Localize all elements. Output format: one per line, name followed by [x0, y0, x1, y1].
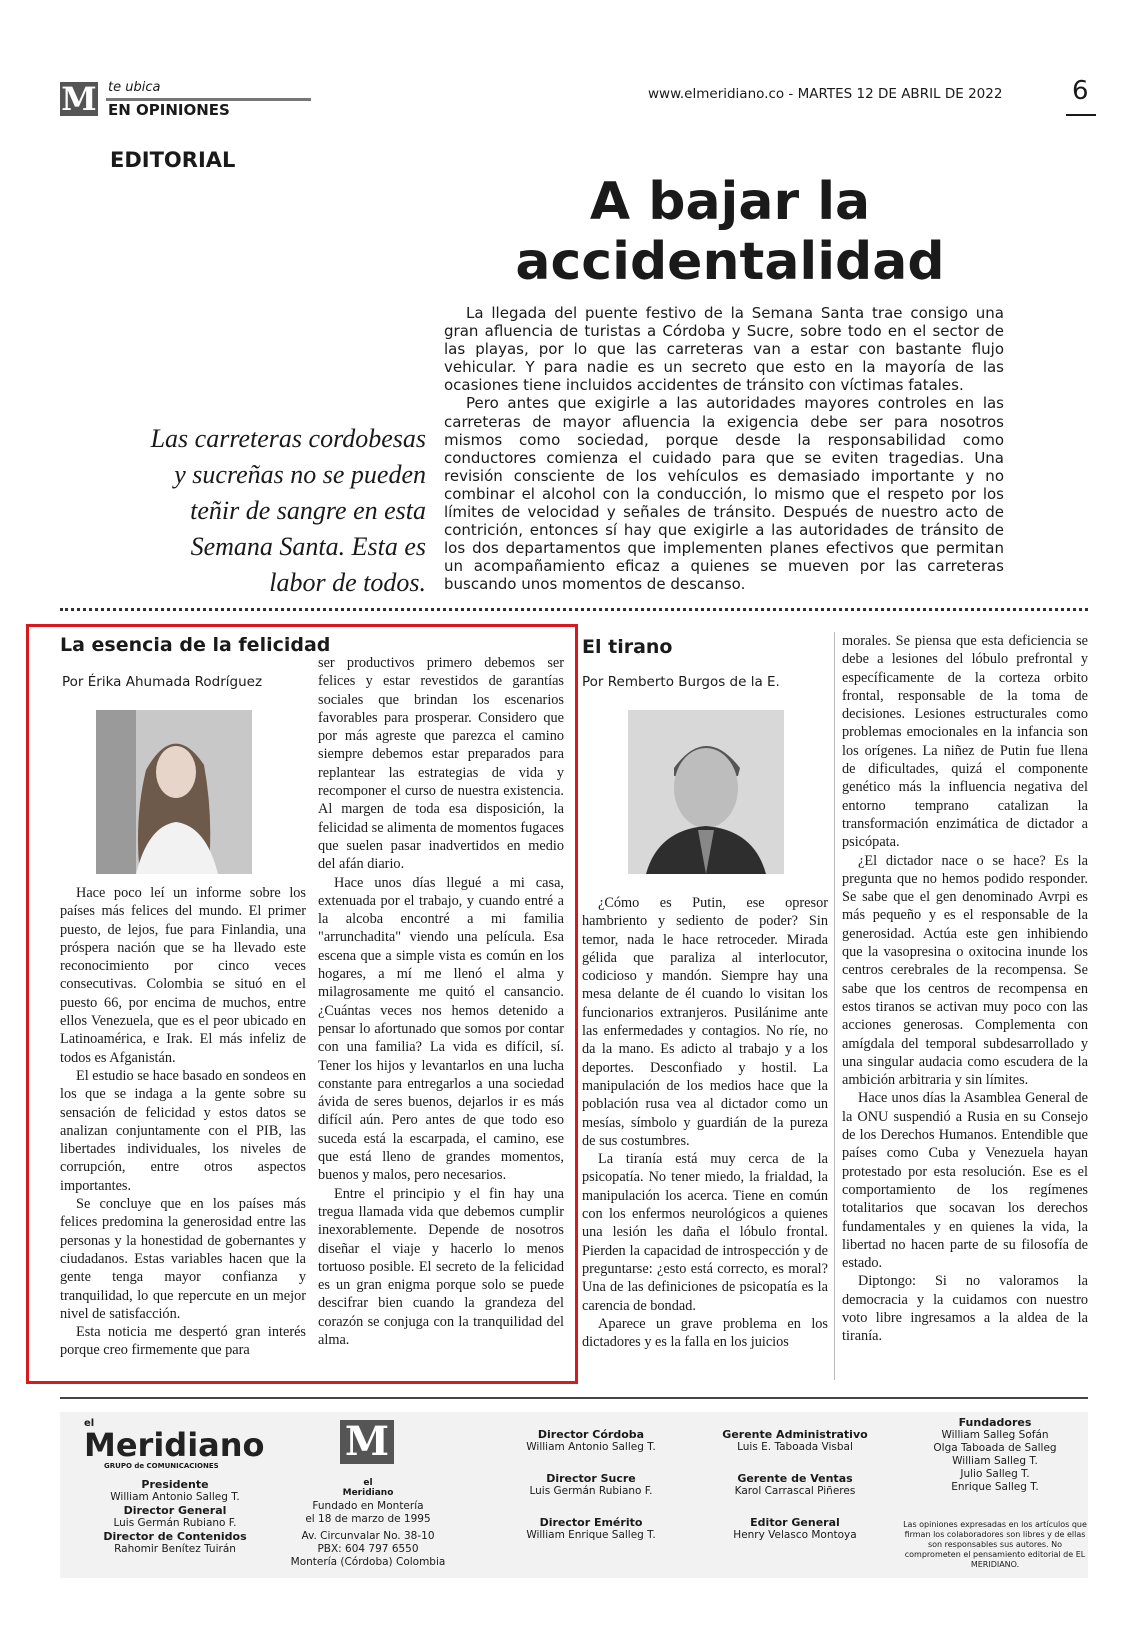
pull-quote: Las carreteras cordobesas y sucreñas no se pueden teñir de sangre en esta Semana Santa. Esta es labor de todos.	[150, 424, 426, 597]
staff-name: Karol Carrascal Piñeres	[734, 1485, 856, 1497]
founder-name: Olga Taboada de Salleg	[933, 1442, 1057, 1454]
staff-name: Henry Velasco Montoya	[733, 1529, 857, 1541]
article-paragraph: ser productivos primero debemos ser felices y estar revestidos de garantías sociales que brindan los escenarios favorables para prosperar. Considero que por más agreste que parezca el camino siempre debemos estar preparados para replantear las estrategias de vida y recomponer el curso de nuestra existencia. Al margen de toda esa disposición, la felicidad se alimenta de momentos fugaces que suelen pasar inadvertidos en medio del afán diario.	[318, 655, 564, 873]
article-paragraph: Entre el principio y el fin hay una tregua llamada vida que debemos cumplir inexorablemente. Depende de nosotros diseñar el viaje y hacerlo lo menos tortuoso posible. El secreto de la felicidad es un gran enigma porque solo se puede descifrar bien cuando la grandeza del corazón se conjuga con la tranquilidad del alma.	[318, 1185, 564, 1348]
founding-line: Fundado en Montería	[312, 1500, 424, 1512]
footer-staff-left	[70, 1478, 280, 1556]
address-line: Av. Circunvalar No. 38-10	[301, 1530, 435, 1542]
article-paragraph: Se concluye que en los países más felices predomina la generosidad entre las personas y la honestidad de gobernantes y ciudadanos. Estas variables hacen que la gente tenga mayor confianza y tranquilidad, lo que repercute en un mejor nivel de satisfacción.	[60, 1196, 306, 1322]
founder-name: William Salleg Sofán	[941, 1429, 1049, 1441]
article-paragraph: Hace poco leí un informe sobre los países más felices del mundo. El primer puesto, de lejos, fue para Finlandia, una próspera nación que se ha llevado este reconocimiento por cinco veces consecutivas. Colombia se situó en el puesto 66, por encima de muchos, entre ellos Venezuela, que es el peor ubicado en Latinoamérica, e Irak. El más infeliz de todos es Afganistán.	[60, 885, 306, 1066]
staff-name: Luis E. Taboada Visbal	[737, 1441, 853, 1453]
article-column	[842, 632, 1088, 1346]
staff-name: William Antonio Salleg T.	[526, 1441, 656, 1453]
tagline: te ubica	[108, 80, 161, 95]
footer-logo-meridiano: Meridiano	[342, 1488, 394, 1498]
article-paragraph: morales. Se piensa que esta deficiencia se debe a lesiones del lóbulo prefrontal y específicamente de la corteza orbito frontal, responsable de la toma de decisiones. Lesiones estructurales como problemas emocionales en la infancia son los orígenes. La niñez de Putin fue llena de dificultades, quizá el componente genético más la influencia negativa del entorno temprano catalizan la transformación enzimática de dictador a psicópata.	[842, 633, 1088, 851]
column-separator	[834, 632, 835, 1380]
staff-role: Director General	[123, 1504, 227, 1517]
article-paragraph: ¿El dictador nace o se hace? Es la pregunta que no hemos podido responder. Se sabe que el gen denominado Avrpi es más pequeño y es el responsable de la generosidad. Actúa este gen inhibiendo que la vasopresina o oxitocina inunde los centros cerebrales de la recompensa. Se sabe que los centros de recompensa en estos tiranos se activan muy poco con las acciones generosas. Complementa con amígdala del temporal subdesarrollado y una singular audacia como escudera de la ambición arbitraria y sin límites.	[842, 852, 1088, 1089]
staff-role: Gerente de Ventas	[737, 1472, 853, 1485]
staff-name: Luis Germán Rubiano F.	[529, 1485, 653, 1497]
article-paragraph: ¿Cómo es Putin, ese opresor hambriento y sediento de poder? Sin temor, nada le hace retroceder. Mirada gélida que paraliza al interlocutor, codicioso y mandón. Siempre hay una mesa delante de él cuando lo visitan los funcionarios extranjeros. Pusilánime ante las enfermedades y contagios. No ríe, no da la mano. Es adicto al trabajo y a los deportes. Desconfiado y hostil. La manipulación de los medios hace que la población rusa vea al dictador como un mesías, símbolo y guardián de la pureza de sus costumbres.	[582, 895, 828, 1149]
disclaimer: Las opiniones expresadas en los artículos que firman los colaboradores son libres y de ellas son responsables sus autores. No comprometen el pensamiento editorial de EL MERIDIANO.	[903, 1520, 1087, 1569]
section-divider	[60, 608, 1088, 611]
dateline: www.elmeridiano.co - MARTES 12 DE ABRIL DE 2022	[648, 86, 1003, 102]
author-photo	[628, 710, 784, 874]
newspaper-logo: M	[61, 80, 97, 118]
section-name: EN OPINIONES	[108, 101, 230, 119]
staff-name: Luis Germán Rubiano F.	[113, 1517, 237, 1529]
staff-role: Gerente Administrativo	[722, 1428, 868, 1441]
article-column	[318, 654, 564, 1349]
footer-founders	[900, 1416, 1090, 1494]
staff-name: William Antonio Salleg T.	[110, 1491, 240, 1503]
staff-name: Rahomir Benítez Tuirán	[114, 1543, 236, 1555]
article-column	[60, 884, 306, 1360]
founder-name: William Salleg T.	[952, 1455, 1038, 1467]
article-title: El tirano	[582, 636, 673, 658]
editorial-body	[444, 304, 1004, 594]
author-photo	[96, 710, 252, 874]
editorial-headline	[420, 172, 1040, 292]
brand-subtitle: GRUPO de COMUNICACIONES	[104, 1462, 219, 1470]
footer-rule	[60, 1397, 1088, 1399]
headline-line-1: A bajar la	[589, 172, 871, 232]
staff-name: William Enrique Salleg T.	[526, 1529, 656, 1541]
page-number-rule	[1066, 114, 1096, 116]
staff-role: Director Córdoba	[537, 1428, 645, 1441]
staff-role: Editor General	[750, 1516, 840, 1529]
portrait-icon	[96, 710, 252, 874]
founding-line: el 18 de marzo de 1995	[305, 1513, 431, 1525]
founder-name: Julio Salleg T.	[960, 1468, 1030, 1480]
staff-role: Director Sucre	[546, 1472, 636, 1485]
article-paragraph: La tiranía está muy cerca de la psicopatía. No tener miedo, la frialdad, la manipulación los acerca. Tiene en común con los enfermos neurológicos a quienes una lesión les daña el lóbulo frontal. Pierden la capacidad de introspección y de preguntarse: ¿esto está correcto, es moral? Una de las definiciones de psicopatía es la carencia de bondad.	[582, 1151, 828, 1314]
footer-logo-name	[338, 1478, 398, 1498]
city-line: Montería (Córdoba) Colombia	[290, 1556, 446, 1568]
staff-role: Presidente	[141, 1478, 209, 1491]
footer-directors	[496, 1428, 686, 1542]
article-paragraph: Hace unos días llegué a mi casa, extenuada por el trabajo, y cuando entré a la alcoba encontré a mi familia "arrunchadita" viendo una película. Esa escena que a simple vista es común en los hogares, a mí me llenó el alma y milagrosamente me quitó el cansancio. ¿Cuántas veces nos hemos detenido a pensar lo afortunado que somos por contar con una familia? La vida es difícil, sí. Tener los hijos y levantarlos en una lucha constante para entregarlos a una sociedad ávida de seres buenos, dejarlos ir es más difícil aún. Pero antes de que todo eso suceda está la escarpada, el camino, ese que está lleno de grandes momentos, buenos y malos, pero necesarios.	[318, 874, 564, 1184]
founder-name: Enrique Salleg T.	[951, 1481, 1039, 1493]
footer-managers	[700, 1428, 890, 1542]
article-paragraph: El estudio se hace basado en sondeos en los que se indaga a la gente sobre su sensación de felicidad y estos datos se analizan conjuntamente con el PIB, las libertades individuales, los niveles de corrupción, entre otros aspectos importantes.	[60, 1067, 306, 1194]
founders-title: Fundadores	[958, 1416, 1032, 1429]
founding-info	[286, 1500, 450, 1569]
article-paragraph: Esta noticia me despertó gran interés porque creo firmemente que para	[60, 1324, 306, 1359]
brand-logo: Meridiano	[84, 1426, 265, 1464]
footer-logo-el: el	[363, 1478, 373, 1488]
article-byline: Por Remberto Burgos de la E.	[582, 674, 780, 690]
editorial-paragraph: La llegada del puente festivo de la Semana Santa trae consigo una gran afluencia de turistas a Córdoba y Sucre, sobre todo en el sector de las playas, por lo que las carreteras van a estar con bastante flujo vehicular. Y para nadie es un secreto que esto en la mayoría de las ocasiones tiene incluidos accidentes de tránsito con víctimas fatales.	[444, 304, 1004, 395]
article-paragraph: Diptongo: Si no valoramos la democracia y la cuidamos con nuestro voto libre ingresamos a la aldea de la tiranía.	[842, 1273, 1088, 1345]
brand-el: el	[84, 1418, 95, 1429]
portrait-icon	[628, 710, 784, 874]
headline-line-2: accidentalidad	[515, 232, 945, 292]
editorial-paragraph: Pero antes que exigirle a las autoridades mayores controles en las carreteras de mayor afluencia la exigencia debe ser para nosotros mismos como sociedad, porque desde la responsabilidad como conductores comienza el cuidado para que se eviten tragedias. Una revisión consciente de los vehículos es demasiado importante y no combinar el alcohol con la conducción, lo mismo que el respeto por los límites de velocidad y señales de tránsito. Después de nuestro acto de contrición, entonces sí hay que exigirle a las autoridades de tránsito de los dos departamentos que implementen planes efectivos que permitan un acompañamiento eficaz a quienes se mueven por las carreteras buscando unos momentos de descanso.	[444, 394, 1004, 594]
article-column	[582, 894, 828, 1351]
article-paragraph: Hace unos días la Asamblea General de la ONU suspendió a Rusia en su Consejo de los Derechos Humanos. Entendible que países como Cuba y Venezuela hayan protestado por esta resolución. Ese es el comportamiento de los regímenes totalitarios que socavan los derechos fundamentales y en quienes la vida, la libertad no hacen parte de su filosofía de estado.	[842, 1090, 1088, 1272]
page-number: 6	[1072, 76, 1089, 106]
footer-logo-icon: M	[340, 1420, 394, 1464]
phone-line: PBX: 604 797 6550	[317, 1543, 419, 1555]
staff-role: Director de Contenidos	[103, 1530, 247, 1543]
staff-role: Director Emérito	[539, 1516, 643, 1529]
article-title: La esencia de la felicidad	[60, 634, 331, 656]
article-byline: Por Érika Ahumada Rodríguez	[62, 674, 263, 690]
article-paragraph: Aparece un grave problema en los dictadores y es la falla en los juicios	[582, 1315, 828, 1351]
editorial-label: EDITORIAL	[110, 148, 236, 172]
